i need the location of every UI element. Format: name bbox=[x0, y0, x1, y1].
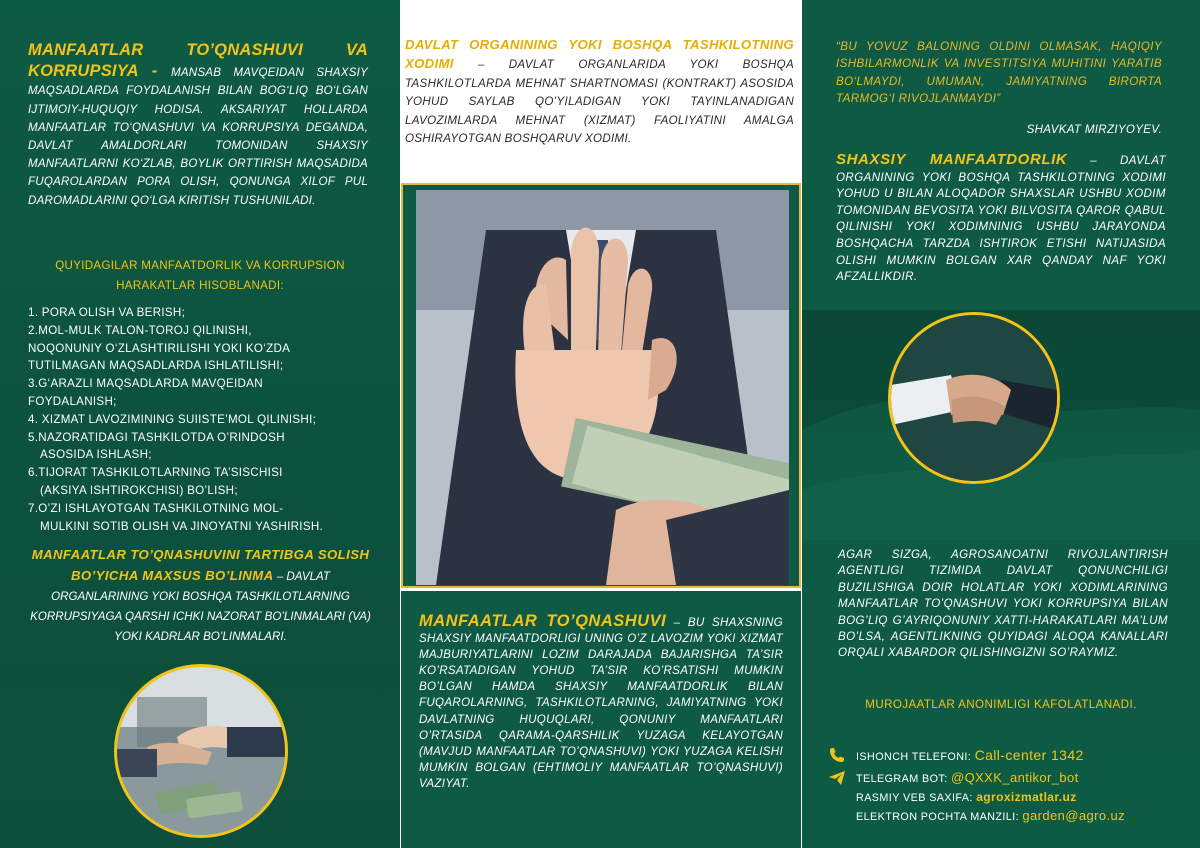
anonymity-note: MUROJAATLAR ANONIMLIGI KAFOLATLANADI. bbox=[865, 698, 1137, 711]
col2-text: – DAVLAT ORGANLARIDA YOKI BOSHQA TASHKILOTLARDA MEHNAT SHARTNOMASI (KONTRAKT) ASOSIDA YOHUD SAYLAB QO’YILADIGAN YOKI TAYINLANADIGAN LAVOZIMLARDA MEHNAT (XIZMAT) FAOLIYATINI AMALGA OSHIRAYOTGAN BOSHQARUV XODIMI. bbox=[405, 58, 794, 146]
corruption-list bbox=[28, 304, 373, 535]
refuse-bribe-photo bbox=[416, 190, 789, 585]
stop-hand-icon bbox=[416, 190, 789, 585]
list-item: 2.MOL-MULK TALON-TOROJ QILINISHI, bbox=[28, 323, 252, 337]
col3-def-text: – DAVLAT ORGANINING YOKI BOSHQA TASHKILOTNING XODIMI YOHUD U BILAN ALOQADOR SHAXSLAR USHBU XODIM TOMONIDAN BEVOSITA YOKI BILVOSITA QAROR QABUL QILINISHI YOKI XODIMNINIG USHBU JARAYONDA BOSHQACHA TARZDA ISHTIROK ETISHI NATIJASIDA OLISHI MUMKIN BOLGAN XAR QANDAY NAF YOKI AFZALLIKDIR. bbox=[836, 154, 1166, 284]
col1-unit-text: – DAVLAT ORGANLARINING YOKI BOSHQA TASHKILOTLARNING KORRUPSIYAGA QARSHI ICHKI NAZORAT BO’LINMALARI (VA) YOKI KADRLAR BO’LINMALARI. bbox=[30, 570, 371, 643]
handshake-money-icon bbox=[117, 667, 285, 835]
email-label: ELEKTRON POCHTA MANZILI: bbox=[856, 811, 1023, 823]
col2-heading: DAVLAT ORGANINING YOKI BOSHQA TASHKILOTNING XODIMI bbox=[405, 37, 794, 72]
telegram-value[interactable]: @QXXK_antikor_bot bbox=[951, 770, 1079, 785]
list-item: FOYDALANISH; bbox=[28, 394, 117, 408]
phone-row bbox=[856, 747, 1084, 763]
list-item: 1. PORA OLISH VA BERISH; bbox=[28, 306, 186, 319]
handshake-money-photo bbox=[114, 664, 288, 838]
list-item: 6.TIJORAT TASHKILOTLARNING TA’SISCHISI (AKSIYA ISHTIROKCHISI) BO’LISH; bbox=[28, 466, 283, 497]
email-value[interactable]: garden@agro.uz bbox=[1022, 808, 1126, 823]
phone-icon bbox=[828, 746, 846, 764]
col2-bottom-heading: MANFAATLAR TO’QNASHUVI bbox=[419, 612, 667, 630]
col1-subheading: QUYIDAGILAR MANFAATDORLIK VA KORRUPSION HARAKATLAR HISOBLANADI: bbox=[55, 259, 345, 292]
handshake-photo bbox=[888, 312, 1060, 484]
col1-unit bbox=[28, 545, 373, 647]
telegram-label: TELEGRAM BOT: bbox=[856, 773, 951, 785]
president-quote: “BU YOVUZ BALONING OLDINI OLMASAK, HAQIQIY ISHBILARMONLIK VA INVESTITSIYA MUHITINI YARATIB BO‘LMAYDI, UMUMAN, JAMIYATNING BIRORTA TARMOG‘I RIVOJLANMAYDI” bbox=[836, 40, 1162, 106]
web-row bbox=[856, 790, 1077, 804]
col1-intro bbox=[28, 40, 368, 210]
handshake-icon bbox=[891, 315, 1057, 481]
col3-definition bbox=[836, 152, 1166, 286]
list-item: 5.NAZORATIDAGI TASHKILOTDA O’RINDOSH ASOSIDA ISHLASH; bbox=[28, 430, 285, 462]
col1-unit-heading: MANFAATLAR TO’QNASHUVINI TARTIBGA SOLISH BO’YICHA MAXSUS BO’LINMA bbox=[31, 547, 370, 583]
list-item: 3.G‘ARAZLI MAQSADLARDA MAVQEIDAN bbox=[28, 377, 263, 391]
list-item: 7.O’ZI ISHLAYOTGAN TASHKILOTNING MOL- MULKINI SOTIB OLISH VA JINOYATNI YASHIRISH. bbox=[28, 501, 324, 533]
web-label: RASMIY VEB SAXIFA: bbox=[856, 792, 977, 804]
col3-def-heading: SHAXSIY MANFAATDORLIK bbox=[836, 151, 1068, 168]
col2-bottom-text: – BU SHAXSNING SHAXSIY MANFAATDORLIGI UNING O’Z LAVOZIM YOKI XIZMAT MAJBURIYATLARINI LOZIM DARAJADA BAJARISHGA TA’SIR KO’RSATADIGAN YOHUD TA’SIR KO’RSATISHI MUMKIN BO’LGAN HAMDA SHAXSIY MANFAATDORLIK BILAN FUQAROLARNING, TASHKILOTLARNING, JAMIYATNING YOKI DAVLATNING HUQUQLARI, QONUNIY MANFAATLARI O’RTASIDA QARAMA-QARSHILIK YUZAGA KELAYOTGAN (MAVJUD MANFAATLAR TO’QNASHUVI) YOKI YUZAGA KELISHI MUMKIN BOLGAN (EHTIMOLIY MANFAATLAR TO’QNASHUVI) VAZIYAT. bbox=[419, 616, 784, 790]
quote-author: SHAVKAT MIRZIYOYEV. bbox=[1026, 123, 1162, 136]
web-value[interactable]: agroxizmatlar.uz bbox=[976, 790, 1077, 804]
col2-definition bbox=[401, 36, 798, 180]
phone-value[interactable]: Call-center 1342 bbox=[974, 747, 1084, 763]
telegram-icon bbox=[828, 769, 846, 787]
email-row bbox=[856, 808, 1125, 823]
col2-conflict-definition bbox=[401, 591, 801, 848]
list-item: NOQONUNIY O‘ZLASHTIRILISHI YOKI KO‘ZDA bbox=[28, 341, 291, 355]
refuse-bribe-frame bbox=[401, 183, 801, 588]
phone-label: ISHONCH TELEFONI: bbox=[856, 751, 975, 763]
report-instructions: AGAR SIZGA, AGROSANOATNI RIVOJLANTIRISH AGENTLIGI TIZIMIDA DAVLAT QONUNCHILIGI BUZILISHIGA DOIR HOLATLAR YOKI XODIMLARINING MANFAATLAR TO’QNASHUVI YOKI KORRUPSIYA BILAN BOG’LIQ G’AYRIQONUNIY XATTI-HARAKATLARI MA’LUM BO’LSA, AGENTLIKNING QUYIDAGI ALOQA KANALLARI ORQALI XABARDOR QILISHINGIZNI SO’RAYMIZ. bbox=[838, 548, 1168, 660]
telegram-row bbox=[856, 770, 1079, 785]
col1-heading: MANFAATLAR TO’QNASHUVI VA KORRUPSIYA - bbox=[28, 41, 368, 81]
contacts-panel bbox=[802, 738, 1200, 848]
list-item: 4. XIZMAT LAVOZIMINING SUIISTE’MOL QILINISHI; bbox=[28, 412, 317, 426]
col1-intro-text: MANSAB MAVQEIDAN SHAXSIY MAQSADLARDA FOYDALANISH BILAN BOG‘LIQ BO‘LGAN IJTIMOIY-HUQUQIY HODISA. AKSARIYAT HOLLARDA MANFAATLAR TO‘QNASHUVI VA KORRUPSIYA DEGANDA, DAVLAT AMALDORLARI TOMONIDAN SHAXSIY MANFAATLARNI KO‘ZLAB, BOYLIK ORTTIRISH MAQSADIDA FUQAROLARDAN PORA OLISH, QONUNGA XILOF PUL DAROMADLARINI QO‘LGA KIRITISH TUSHUNILADI. bbox=[28, 66, 368, 207]
list-item: TUTILMAGAN MAQSADLARDA ISHLATILISHI; bbox=[28, 359, 284, 373]
